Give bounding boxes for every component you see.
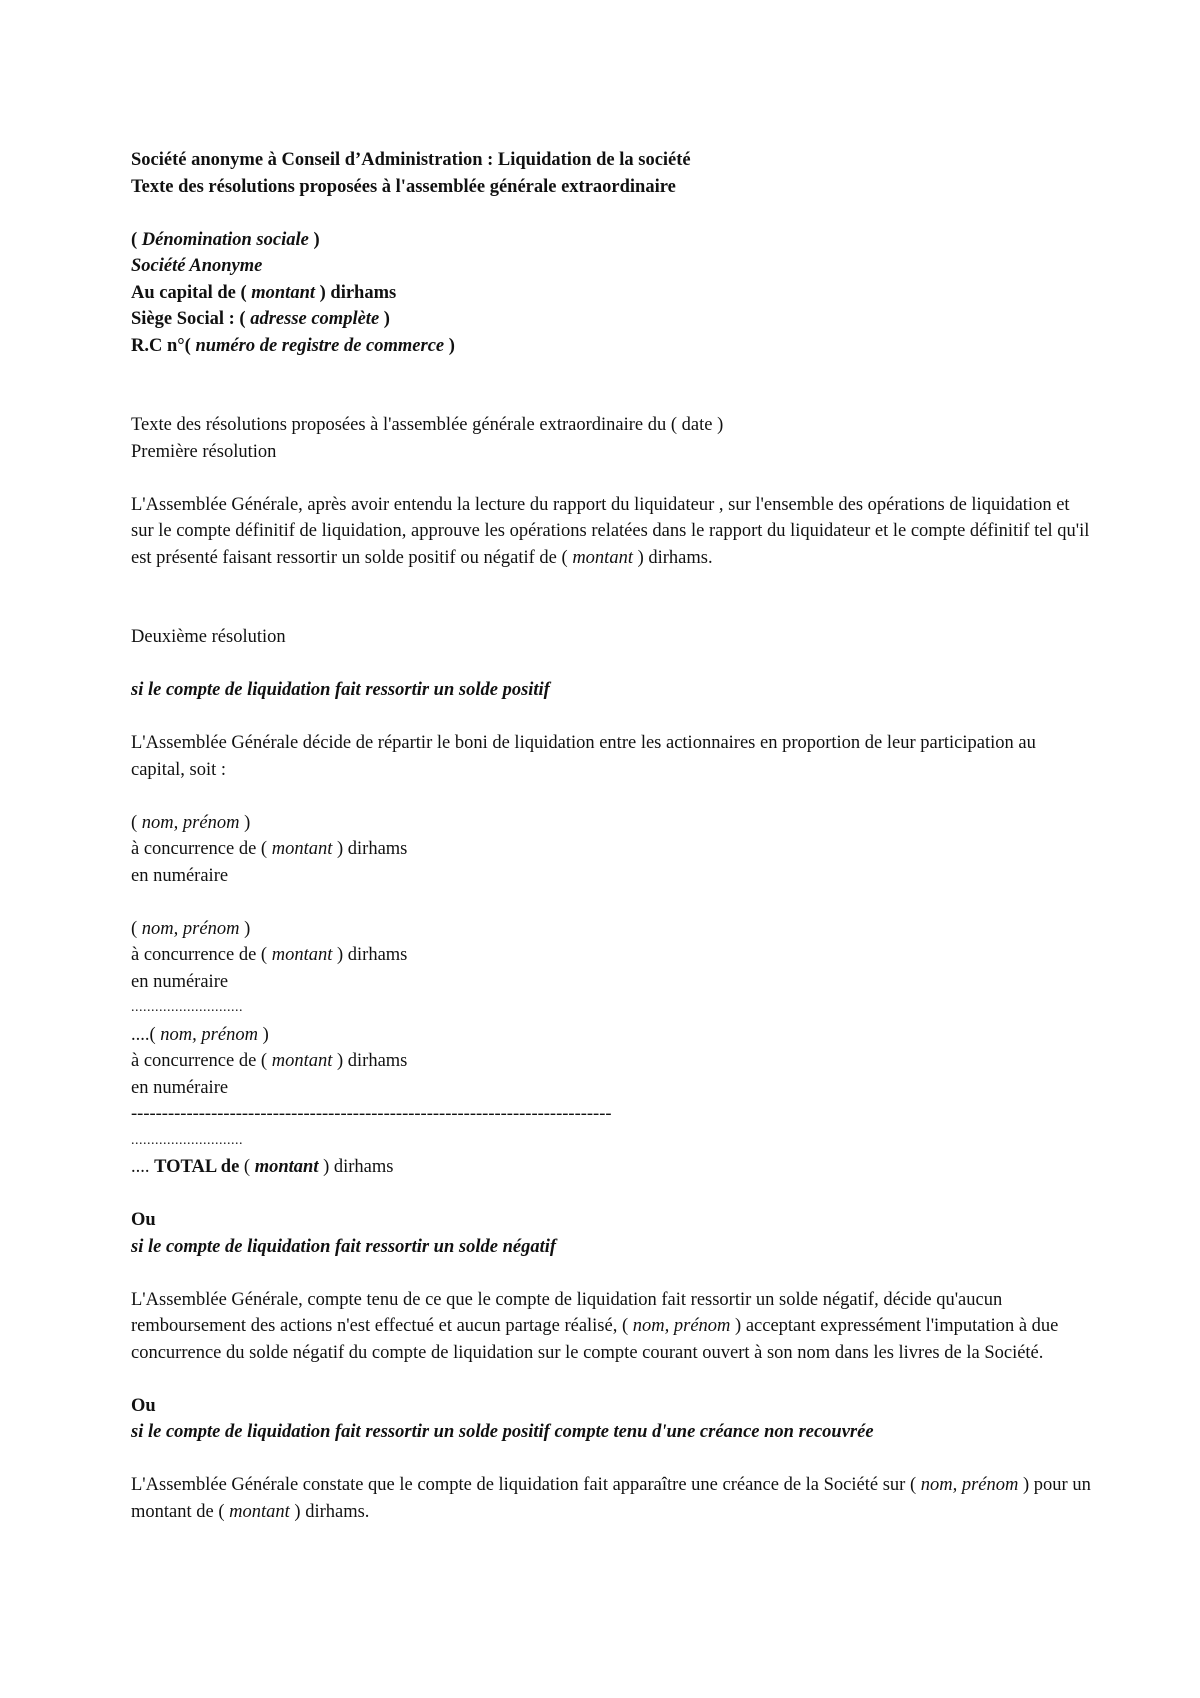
first-paragraph-end: ) dirhams. <box>632 547 713 568</box>
allocation-cash: en numéraire <box>131 865 229 886</box>
document-page <box>131 147 1091 1525</box>
allocation-name: ( nom, prénom ) <box>131 918 251 939</box>
total-label: TOTAL de <box>154 1157 240 1177</box>
first-paragraph-amount: montant <box>572 547 633 568</box>
allocation-cash: en numéraire <box>131 1077 229 1098</box>
denomination-open: ( <box>131 229 142 250</box>
or-label-2: Ou <box>131 1395 156 1416</box>
siege-prefix: Siège Social : ( <box>131 309 251 329</box>
allocation-name: ....( nom, prénom ) <box>131 1024 269 1045</box>
denomination-placeholder: Dénomination sociale <box>141 229 309 250</box>
second-resolution-heading: Deuxième résolution <box>131 627 286 647</box>
receivable-paragraph: L'Assemblée Générale constate que le compte de liquidation fait apparaître une créance de la Société sur ( nom, prénom ) pour un montant de ( montant ) dirhams. <box>131 1475 1091 1522</box>
negative-paragraph: L'Assemblée Générale, compte tenu de ce que le compte de liquidation fait ressortir un solde négatif, décide qu'aucun remboursement des actions n'est effectué et aucun partage réalisé, ( nom, prénom ) acceptant expressément l'imputation à due concurrence du solde négatif du compte de liquidation sur le compte courant ouvert à son nom dans les livres de la Société. <box>131 1289 1059 1363</box>
positive-paragraph: L'Assemblée Générale décide de répartir le boni de liquidation entre les actionnaires en proportion de leur participation au capital, soit : <box>131 733 1036 780</box>
total-amount: montant <box>254 1157 319 1177</box>
document-title-line2: Texte des résolutions proposées à l'assemblée générale extraordinaire <box>131 176 676 197</box>
capital-prefix: Au capital de ( <box>131 282 252 303</box>
company-siege <box>131 306 1091 333</box>
company-denomination <box>131 227 1091 254</box>
allocation-amount: à concurrence de ( montant ) dirhams <box>131 945 408 965</box>
negative-name-placeholder: nom, prénom <box>632 1316 731 1336</box>
dash-separator: ------------------------------------------------------------------------------ <box>131 1104 612 1124</box>
denomination-close: ) <box>308 229 320 250</box>
resolutions-title: Texte des résolutions proposées à l'assemblée générale extraordinaire du ( date ) <box>131 415 724 435</box>
capital-suffix: ) dirhams <box>315 282 397 303</box>
case-negative-heading: si le compte de liquidation fait ressortir un solde négatif <box>131 1236 557 1257</box>
allocation-cash: en numéraire <box>131 971 229 992</box>
company-rc <box>131 333 1091 360</box>
first-resolution-paragraph <box>131 492 1091 572</box>
first-resolution-heading: Première résolution <box>131 441 277 462</box>
first-paragraph-text: L'Assemblée Générale, après avoir entendu la lecture du rapport du liquidateur , sur l'ensemble des opérations de liquidation et sur le compte définitif de liquidation, approuve les opérations relatées dans le rapport du liquidateur et le compte définitif tel qu'il est présenté faisant ressortir un solde positif ou négatif de ( <box>131 494 1090 568</box>
total-line: .... TOTAL de ( montant ) dirhams <box>131 1157 394 1177</box>
company-form: Société Anonyme <box>131 256 263 276</box>
document-title-line1: Société anonyme à Conseil d’Administration : Liquidation de la société <box>131 150 691 170</box>
dots-separator: ............................ <box>131 1000 243 1015</box>
rc-prefix: R.C n°( <box>131 335 196 356</box>
allocation-name: ( nom, prénom ) <box>131 812 251 833</box>
siege-placeholder: adresse complète <box>250 309 380 329</box>
receivable-name-placeholder: nom, prénom <box>920 1475 1019 1495</box>
siege-suffix: ) <box>379 309 390 329</box>
or-label: Ou <box>131 1210 156 1230</box>
case-positive-heading: si le compte de liquidation fait ressortir un solde positif <box>131 680 550 700</box>
allocation-amount: à concurrence de ( montant ) dirhams <box>131 839 408 859</box>
capital-amount-placeholder: montant <box>251 282 315 303</box>
allocation-amount: à concurrence de ( montant ) dirhams <box>131 1051 408 1071</box>
rc-suffix: ) <box>444 335 455 356</box>
case-receivable-heading: si le compte de liquidation fait ressortir un solde positif compte tenu d'une créance non recouvrée <box>131 1422 874 1442</box>
dots-separator: ............................ <box>131 1132 243 1148</box>
receivable-amount-placeholder: montant <box>229 1501 290 1522</box>
rc-placeholder: numéro de registre de commerce <box>195 335 445 356</box>
company-capital <box>131 280 1091 307</box>
